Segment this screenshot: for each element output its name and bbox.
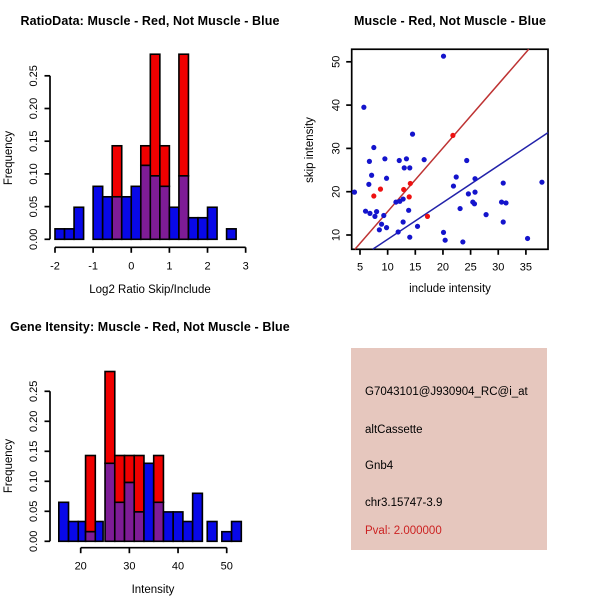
y-tick-labels: [28, 65, 40, 250]
svg-text:0.25: 0.25: [28, 65, 40, 87]
red-bar-segment: [105, 372, 115, 464]
x-axis: [55, 247, 246, 253]
intensity-scatter-points-area: [331, 49, 548, 273]
red-bar-segment: [179, 54, 189, 176]
svg-text:0.05: 0.05: [28, 195, 40, 218]
y-axis: [45, 391, 51, 541]
red-bar-segment: [125, 456, 135, 483]
gene-symbol-text: Gnb4: [365, 460, 394, 472]
gene-locus-text: chr3.15747-3.9: [365, 497, 443, 509]
svg-text:0: 0: [128, 260, 135, 273]
blue-bar-segment: [74, 207, 84, 239]
overlap-bar-segment: [115, 502, 125, 541]
overlap-bar-segment: [125, 483, 135, 542]
svg-text:2: 2: [204, 260, 211, 273]
svg-text:15: 15: [409, 261, 422, 274]
blue-bar-segment: [207, 522, 217, 542]
muscle-fit-line: [355, 49, 529, 249]
overlap-bar-segment: [141, 165, 151, 239]
red-bar-segment: [160, 146, 170, 187]
overlap-bar-segment: [160, 186, 170, 239]
overlap-bar-segment: [179, 176, 189, 239]
blue-bar-segment: [65, 229, 75, 239]
svg-text:-1: -1: [88, 260, 99, 273]
gene-intensity-histogram-bars-area: [28, 372, 241, 573]
y-tick-labels: [331, 56, 343, 241]
intensity-scatter-plot: [300, 0, 600, 300]
svg-text:35: 35: [519, 261, 533, 274]
intensity-scatter-ylabel: skip intensity: [304, 117, 316, 183]
x-tick-labels: [50, 260, 249, 272]
red-bar-segment: [134, 456, 144, 512]
gene-intensity-histogram-xlabel: Intensity: [131, 584, 175, 596]
svg-text:20: 20: [74, 560, 87, 573]
svg-text:0.15: 0.15: [28, 130, 40, 152]
intensity-scatter-panel: [300, 0, 600, 300]
ratio-histogram-ylabel: Frequency: [3, 130, 15, 186]
ratio-histogram-xlabel: Log2 Ratio Skip/Include: [89, 284, 211, 296]
blue-bar-segment: [222, 532, 232, 542]
svg-text:25: 25: [464, 261, 477, 274]
intensity-scatter-title: Muscle - Red, Not Muscle - Blue: [353, 14, 547, 28]
blue-bar-segment: [131, 186, 141, 239]
ratio-histogram-panel: [0, 0, 300, 300]
blue-bar-segment: [232, 522, 242, 542]
blue-bar-segment: [55, 229, 65, 239]
red-bar-segment: [86, 456, 96, 532]
ratio-histogram-plot: [0, 0, 300, 300]
svg-text:5: 5: [356, 261, 364, 274]
blue-bar-segment: [122, 197, 132, 240]
svg-text:10: 10: [381, 261, 394, 274]
intensity-scatter-xlabel: include intensity: [409, 283, 491, 295]
blue-bar-segment: [169, 207, 179, 239]
blue-bar-segment: [95, 522, 103, 542]
x-tick-labels: [75, 561, 233, 573]
overlap-bar-segment: [105, 463, 115, 541]
svg-text:10: 10: [330, 228, 343, 242]
overlap-bar-segment: [86, 532, 96, 542]
svg-text:0.00: 0.00: [28, 530, 40, 553]
svg-text:0.20: 0.20: [28, 97, 40, 120]
overlap-bar-segment: [134, 512, 144, 541]
red-bar-segment: [115, 456, 125, 503]
svg-text:1: 1: [166, 260, 173, 273]
svg-text:50: 50: [220, 560, 233, 573]
blue-bar-segment: [93, 186, 103, 239]
red-bar-segment: [112, 146, 122, 197]
svg-text:30: 30: [123, 560, 136, 573]
blue-bar-segment: [163, 512, 173, 541]
svg-text:0.15: 0.15: [28, 440, 40, 463]
svg-text:0.00: 0.00: [28, 228, 40, 251]
not-muscle-points: [352, 54, 545, 245]
gene-event-type-text: altCassette: [365, 424, 423, 436]
gene-intensity-histogram-title: Gene Itensity: Muscle - Red, Not Muscle - Blue: [10, 320, 290, 334]
overlap-bar-segment: [112, 197, 122, 240]
gene-pval-text: Pval: 2.000000: [365, 525, 442, 537]
svg-text:20: 20: [330, 185, 343, 198]
svg-text:0.25: 0.25: [28, 380, 40, 403]
svg-text:0.10: 0.10: [28, 470, 40, 493]
ratio-histogram-title: RatioData: Muscle - Red, Not Muscle - Blue: [20, 14, 280, 28]
overlap-bar-segment: [154, 502, 164, 541]
ratio-histogram-bars-area: [28, 54, 249, 272]
svg-text:40: 40: [171, 560, 185, 573]
blue-bar-segment: [183, 522, 193, 542]
red-bar-segment: [154, 456, 164, 503]
gene-intensity-histogram-ylabel: Frequency: [3, 438, 15, 494]
red-bar-segment: [150, 54, 160, 176]
blue-bar-segment: [69, 522, 79, 542]
blue-bar-segment: [59, 502, 69, 541]
blue-bar-segment: [173, 512, 183, 541]
gene-intensity-histogram-plot: [0, 300, 300, 600]
blue-bar-segment: [208, 207, 218, 239]
overlap-bar-segment: [150, 176, 160, 239]
y-tick-labels: [28, 381, 40, 552]
svg-text:0.20: 0.20: [28, 410, 40, 433]
blue-bar-segment: [193, 493, 203, 541]
gene-intensity-histogram-panel: [0, 300, 300, 600]
svg-text:20: 20: [436, 261, 450, 274]
blue-bar-segment: [227, 229, 237, 239]
svg-text:50: 50: [330, 55, 343, 68]
blue-bar-segment: [103, 197, 113, 240]
x-axis: [81, 548, 227, 554]
svg-text:30: 30: [330, 142, 343, 155]
x-tick-labels: [357, 261, 532, 273]
y-axis: [45, 76, 51, 240]
histogram-bars: [59, 372, 242, 542]
histogram-bars: [55, 54, 236, 239]
blue-bar-segment: [144, 463, 154, 541]
gene-info-panel: [300, 300, 600, 600]
gene-info-background: [351, 348, 547, 550]
muscle-points: [371, 133, 455, 219]
svg-text:0.05: 0.05: [28, 500, 40, 523]
svg-text:40: 40: [330, 98, 343, 112]
red-bar-segment: [141, 146, 151, 166]
blue-bar-segment: [78, 522, 85, 542]
blue-bar-segment: [188, 218, 198, 240]
blue-bar-segment: [198, 218, 208, 240]
gene-probe-id-text: G7043101@J930904_RC@i_at: [365, 386, 528, 398]
svg-text:-2: -2: [50, 260, 60, 273]
svg-text:3: 3: [242, 260, 249, 273]
svg-text:30: 30: [492, 261, 505, 274]
svg-text:0.10: 0.10: [28, 163, 40, 185]
